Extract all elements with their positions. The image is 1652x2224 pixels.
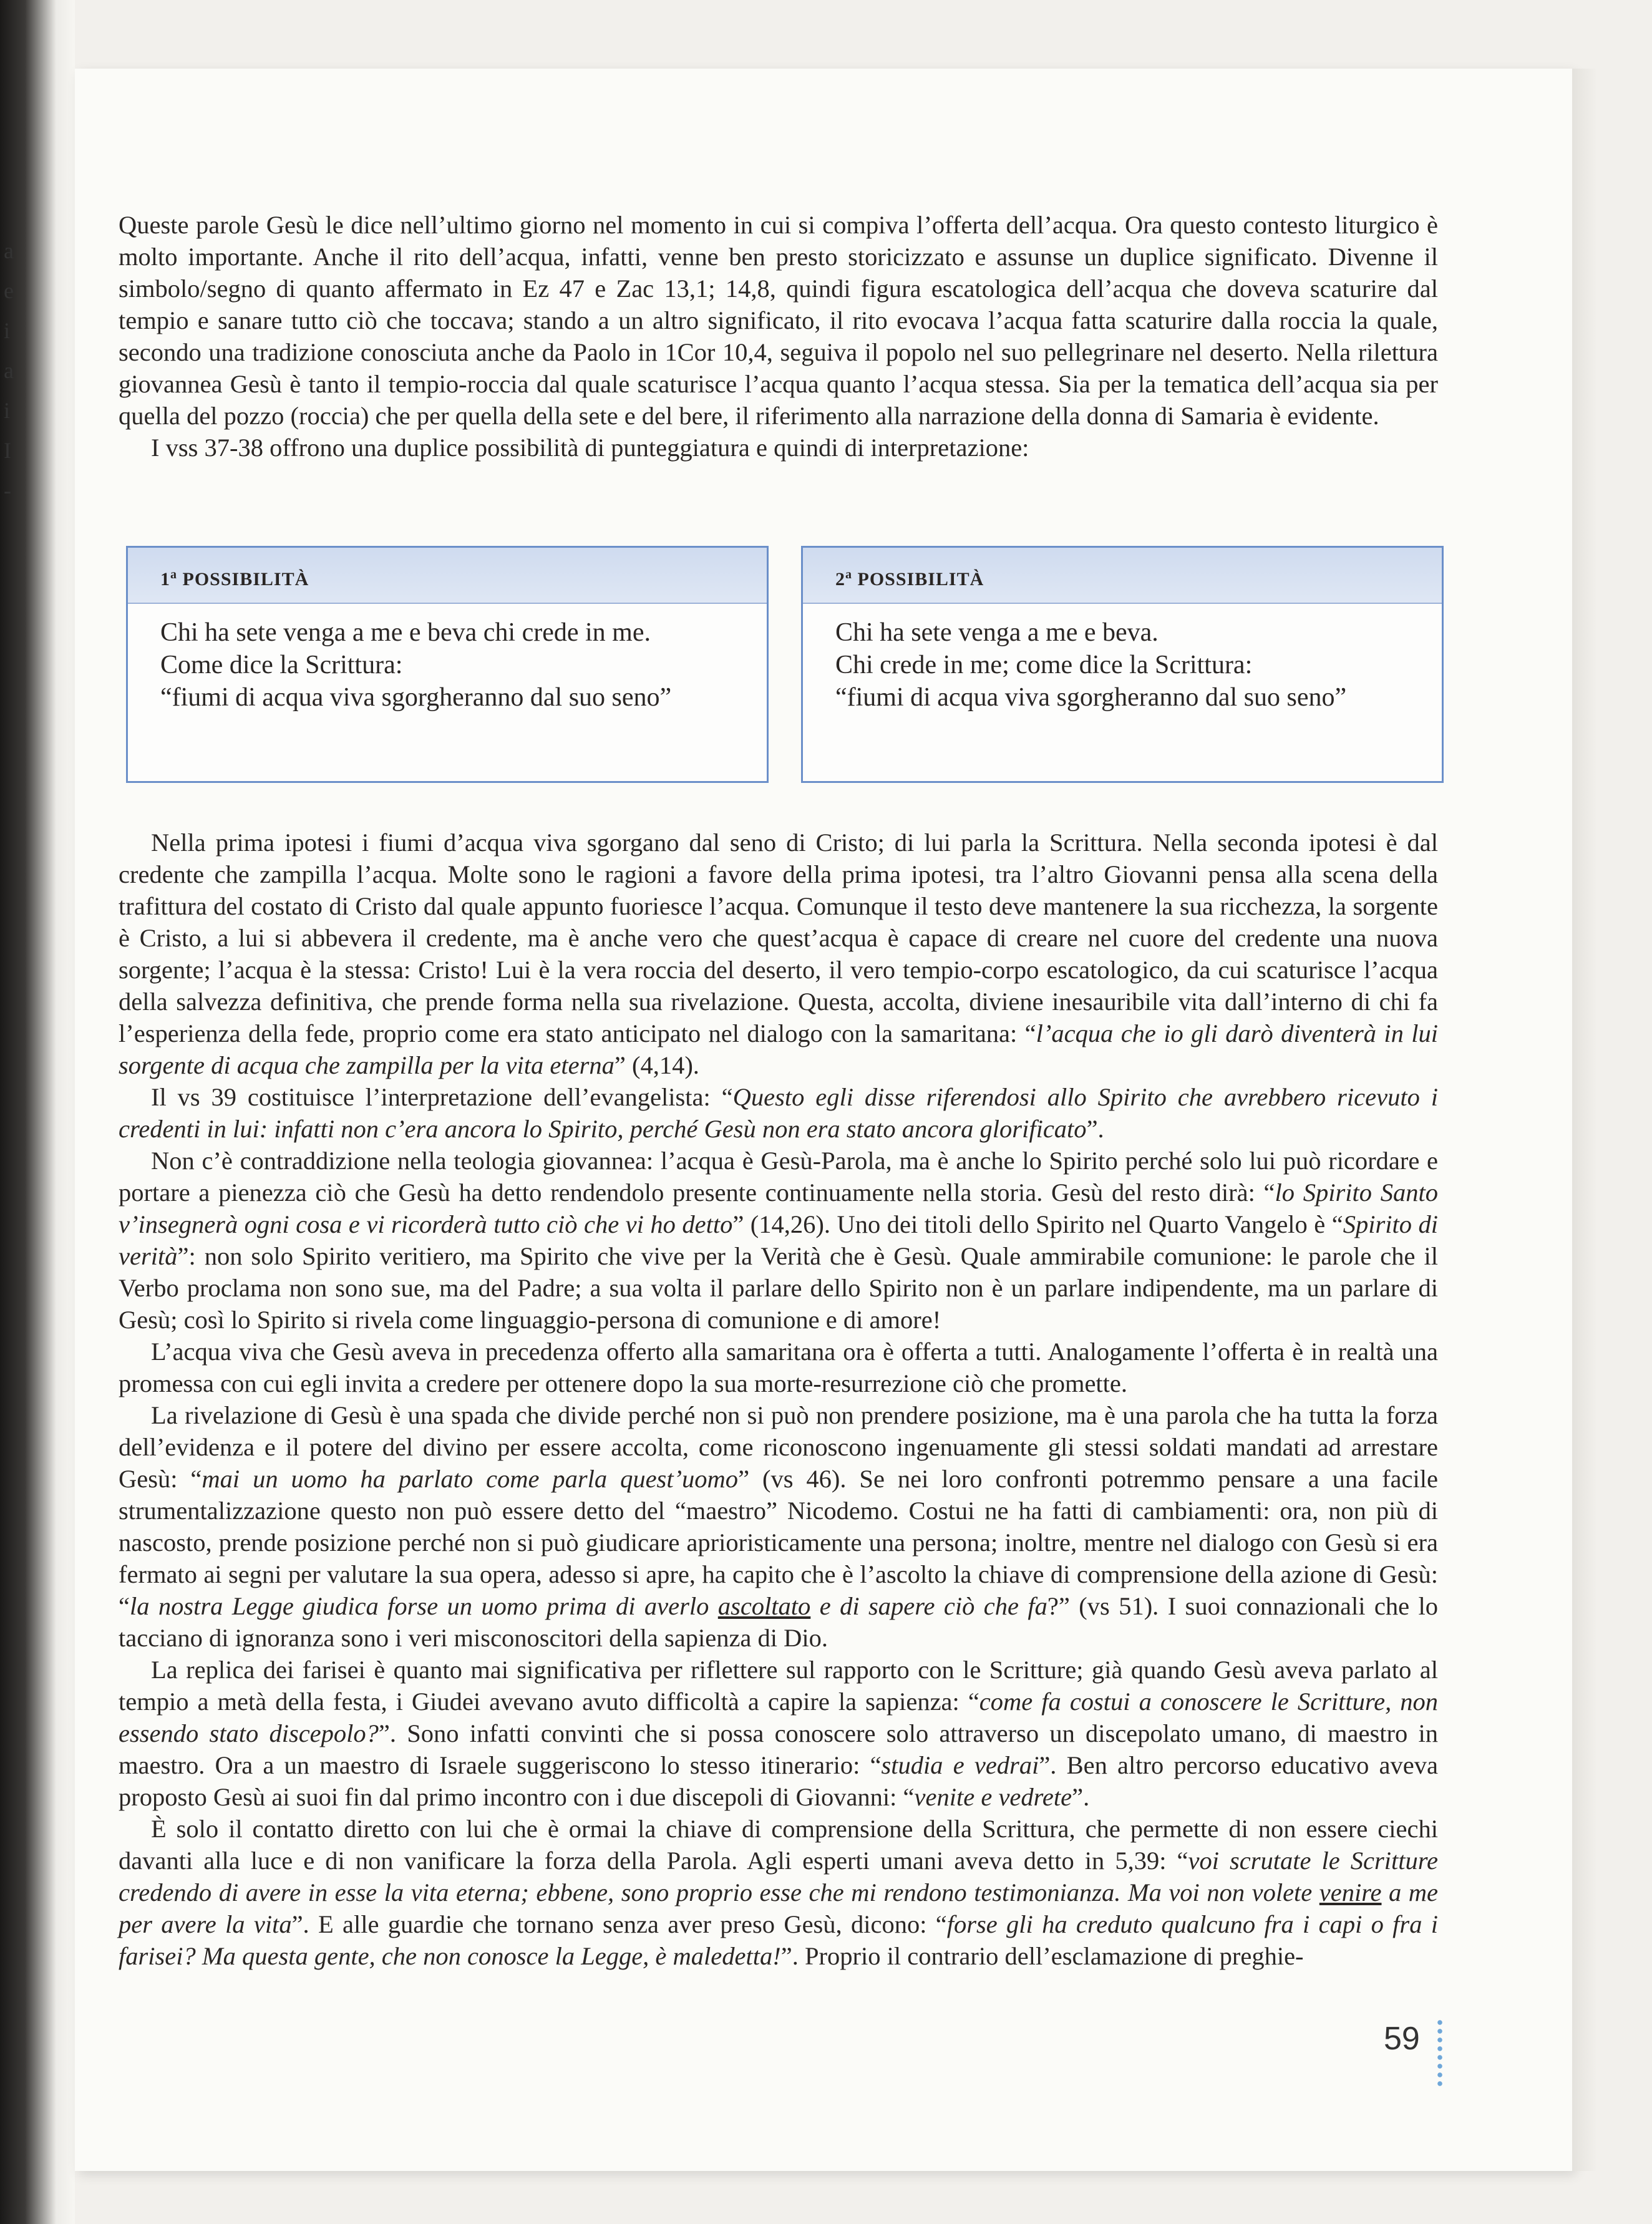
possibility-box-1 <box>126 546 769 783</box>
paragraph: La replica dei farisei è quanto mai significativa per riflettere sul rapporto con le Scritture; già quando Gesù aveva parlato al tempio a metà della festa, i Giudei avevano avuto difficoltà a capire la sapienza: “come fa costui a conoscere le Scritture, non essendo stato discepolo?”. Sono infatti convinti che si possa conoscere solo attraverso un discepolato umano, di maestro in maestro. Ora a un maestro di Israele suggeriscono lo stesso itinerario: “studia e vedrai”. Ben altro percorso educativo aveva proposto Gesù ai suoi fin dal primo incontro con i due discepoli di Giovanni: “venite e vedrete”. <box>119 1656 1438 1811</box>
paragraph: I vss 37-38 offrono una duplice possibilità di punteggiatura e quindi di interpretazione: <box>151 434 1029 462</box>
box-line: Chi ha sete venga a me e beva. <box>835 618 1159 647</box>
margin-letter: i <box>4 318 11 343</box>
box-header: 1$^a$ POSSIBILITÀ <box>128 548 767 604</box>
margin-letter: a <box>4 358 14 383</box>
margin-letter: i <box>4 398 11 423</box>
margin-letter: e <box>4 278 14 303</box>
box-header: 2$^a$ POSSIBILITÀ <box>803 548 1442 604</box>
margin-letter: a <box>4 238 14 263</box>
box-line: Come dice la Scrittura: <box>160 651 403 679</box>
margin-letter: I <box>4 438 11 463</box>
box-line: Chi crede in me; come dice la Scrittura: <box>835 651 1253 679</box>
box-line: Chi ha sete venga a me e beva chi crede in me. <box>160 618 651 647</box>
box-body <box>128 604 767 714</box>
paragraph: È solo il contatto diretto con lui che è ormai la chiave di comprensione della Scrittura, che permette di non essere ciechi davanti alla luce e di non vanificare la forza della Parola. Agli esperti umani aveva detto in 5,39: “voi scrutate le Scritture credendo di avere in esse la vita eterna; ebbene, sono proprio esse che mi rendono testimonianza. Ma voi non volete venire a me per avere la vita”. E alle guardie che tornano senza aver preso Gesù, dicono: “forse gli ha creduto qualcuno fra i capi o fra i farisei? Ma questa gente, che non conosce la Legge, è maledetta!”. Proprio il contrario dell’esclamazione di preghie- <box>119 1815 1438 1970</box>
paragraph: L’acqua viva che Gesù aveva in precedenza offerto alla samaritana ora è offerta a tutti. Analogamente l’offerta è in realtà una promessa con cui egli invita a credere per ottenere dopo la sua morte-resurrezione ciò che promette. <box>119 1338 1438 1397</box>
box-line: “fiumi di acqua viva sgorgheranno dal suo seno” <box>160 683 672 712</box>
body-text <box>119 827 1438 1972</box>
decorative-dots <box>1437 2018 1443 2087</box>
paragraph: La rivelazione di Gesù è una spada che divide perché non si può non prendere posizione, ma è una parola che ha tutta la forza dell’evidenza e il potere del divino per essere accolta, come riconoscono ingenuamente gli stessi soldati mandati ad arrestare Gesù: “mai un uomo ha parlato come parla quest’uomo” (vs 46). Se nei loro confronti potremmo pensare a una facile strumentalizzazione questo non può essere detto del “maestro” Nicodemo. Costui ne ha fatti di cambiamenti: ora, non più di nascosto, prende posizione perché non si può giudicare aprioristicamente una persona; inoltre, mentre nel dialogo con Gesù si era fermato ai segni per valutare la sua opera, adesso si apre, ha capito che è l’ascolto la chiave di comprensione della azione di Gesù: “la nostra Legge giudica forse un uomo prima di averlo ascoltato e di sapere ciò che fa?” (vs 51). I suoi connazionali che lo tacciano di ignoranza sono i veri misconoscitori della sapienza di Dio. <box>119 1401 1438 1652</box>
margin-letter: - <box>4 478 11 503</box>
box-body <box>803 604 1442 714</box>
facing-page-margin <box>0 231 25 510</box>
page-number: 59 <box>1384 2021 1420 2057</box>
possibility-box-2 <box>801 546 1444 783</box>
paragraph: Queste parole Gesù le dice nell’ultimo giorno nel momento in cui si compiva l’offerta dell’acqua. Ora questo contesto liturgico è molto importante. Anche il rito dell’acqua, infatti, venne ben presto storicizzato e assunse un duplice significato. Divenne il simbolo/segno di quanto affermato in Ez 47 e Zac 13,1; 14,8, quindi figura escatologica dell’acqua che doveva scaturire dal tempio e sanare tutto ciò che toccava; stando a un altro significato, il rito evocava l’acqua fatta scaturire dalla roccia la quale, secondo una tradizione conosciuta anche da Paolo in 1Cor 10,4, seguiva il popolo nel suo pellegrinare nel deserto. Nella rilettura giovannea Gesù è tanto il tempio-roccia dal quale scaturisce l’acqua quanto l’acqua stessa. Sia per la tematica dell’acqua sia per quella del pozzo (roccia) che per quella della sete e del bere, il riferimento alla narrazione della donna di Samaria è evidente. <box>119 211 1438 430</box>
page-edge <box>1572 69 1597 2171</box>
intro-text <box>119 209 1438 464</box>
paragraph: Non c’è contraddizione nella teologia giovannea: l’acqua è Gesù-Parola, ma è anche lo Spirito perché solo lui può ricordare e portare a pienezza ciò che Gesù ha detto rendendolo presente continuamente nella storia. Gesù del resto dirà: “lo Spirito Santo v’insegnerà ogni cosa e vi ricorderà tutto ciò che vi ho detto” (14,26). Uno dei titoli dello Spirito nel Quarto Vangelo è “Spirito di verità”: non solo Spirito veritiero, ma Spirito che vive per la Verità che è Gesù. Quale ammirabile comunione: le parole che il Verbo proclama non sono sue, ma del Padre; a sua volta il parlare dello Spirito non è un parlare indipendente, ma un parlare di Gesù; così lo Spirito si rivela come linguaggio-persona di comunione e di amore! <box>119 1147 1438 1334</box>
paragraph: Il vs 39 costituisce l’interpretazione dell’evangelista: “Questo egli disse riferendosi allo Spirito che avrebbero ricevuto i credenti in lui: infatti non c’era ancora lo Spirito, perché Gesù non era stato ancora glorificato”. <box>119 1083 1438 1143</box>
punctuation-boxes <box>126 546 1444 783</box>
box-line: “fiumi di acqua viva sgorgheranno dal suo seno” <box>835 683 1347 712</box>
paragraph: Nella prima ipotesi i fiumi d’acqua viva sgorgano dal seno di Cristo; di lui parla la Scrittura. Nella seconda ipotesi è dal credente che zampilla l’acqua. Molte sono le ragioni a favore della prima ipotesi, tra l’altro Giovanni pensa alla scena della trafittura del costato di Cristo dal quale appunto fuoriesce l’acqua. Comunque il testo deve mantenere la sua ricchezza, la sorgente è Cristo, a lui si abbevera il credente, ma è anche vero che quest’acqua è capace di creare nel cuore del credente una nuova sorgente; l’acqua è la stessa: Cristo! Lui è la vera roccia del deserto, il vero tempio-corpo escatologico, da cui scaturisce l’acqua della salvezza definitiva, che prende forma nella sua rivelazione. Questa, accolta, diviene inesauribile vita dall’interno di chi fa l’esperienza della fede, proprio come era stato anticipato nel dialogo con la samaritana: “l’acqua che io gli darò diventerà in lui sorgente di acqua che zampilla per la vita eterna” (4,14). <box>119 828 1439 1079</box>
